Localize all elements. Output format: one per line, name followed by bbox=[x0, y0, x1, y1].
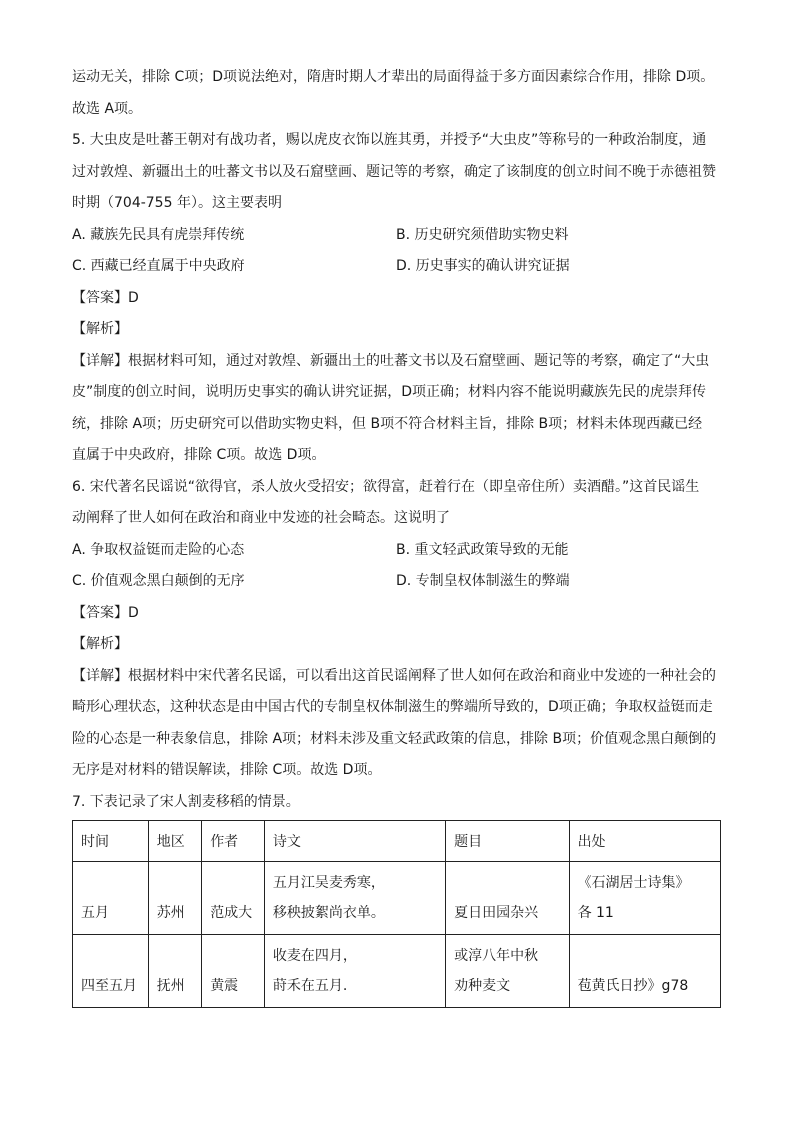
header-title: 题目 bbox=[446, 821, 569, 862]
cell-source: 苞黄氏日抄》g78 bbox=[569, 935, 720, 1008]
analysis-label: 【解析】 bbox=[72, 321, 128, 337]
detail-text: 统，排除 A项；历史研究可以借助实物史料，但 B项不符合材料主旨，排除 B项；材料未体现西藏已经 bbox=[72, 415, 703, 432]
question-6 bbox=[72, 472, 724, 787]
header-source: 出处 bbox=[569, 821, 720, 862]
header-region: 地区 bbox=[148, 821, 201, 862]
option-row bbox=[72, 220, 724, 252]
intro-line: 故选 A项。 bbox=[72, 100, 143, 117]
detail-text: 皮”制度的创立时间，说明历史事实的确认讲究证据，D项正确；材料内容不能说明藏族先民的虎崇拜传 bbox=[72, 384, 707, 400]
cell-author: 黄震 bbox=[202, 935, 265, 1008]
question-stem: 6. 宋代著名民谣说“欲得官，杀人放火受招安；欲得富，赶着行在（即皇帝住所）卖酒醋。”这首民谣生 bbox=[72, 478, 700, 495]
cell-region: 抚州 bbox=[148, 935, 201, 1008]
detail-text: 直属于中央政府，排除 C项。故选 D项。 bbox=[72, 447, 326, 463]
analysis-label: 【解析】 bbox=[72, 636, 128, 652]
intro-line: 运动无关，排除 C项；D项说法绝对，隋唐时期人才辈出的局面得益于多方面因素综合作用，排除 D项。 bbox=[72, 69, 715, 85]
option-c: C. 价值观念黑白颠倒的无序 bbox=[72, 573, 245, 589]
question-stem: 过对敦煌、新疆出土的吐蕃文书以及石窟壁画、题记等的考察，确定了该制度的创立时间不晚于赤德祖赞 bbox=[72, 163, 716, 180]
harvest-table bbox=[72, 820, 721, 1008]
option-row bbox=[72, 535, 724, 567]
option-a: A. 藏族先民具有虎崇拜传统 bbox=[72, 226, 245, 243]
detail-text: 【详解】根据材料中宋代著名民谣，可以看出这首民谣阐释了世人如何在政治和商业中发迹的一种社会的 bbox=[72, 667, 716, 684]
answer-label: 【答案】D bbox=[72, 289, 139, 306]
header-author: 作者 bbox=[202, 821, 265, 862]
option-b: B. 重文轻武政策导致的无能 bbox=[396, 541, 569, 558]
cell-time: 五月 bbox=[73, 862, 149, 935]
table-row bbox=[73, 935, 721, 1008]
cell-poem: 收麦在四月， 莳禾在五月. bbox=[264, 935, 445, 1008]
question-5 bbox=[72, 125, 724, 472]
cell-time: 四至五月 bbox=[73, 935, 149, 1008]
option-row bbox=[72, 566, 724, 598]
header-poem: 诗文 bbox=[264, 821, 445, 862]
option-d: D. 历史事实的确认讲究证据 bbox=[396, 258, 570, 274]
question-stem: 动阐释了世人如何在政治和商业中发迹的社会畸态。这说明了 bbox=[72, 510, 450, 526]
option-c: C. 西藏已经直属于中央政府 bbox=[72, 258, 245, 274]
detail-text: 险的心态是一种表象信息，排除 A项；材料未涉及重文轻武政策的信息，排除 B项；价值观念黑白颠倒的 bbox=[72, 730, 717, 747]
cell-author: 范成大 bbox=[202, 862, 265, 935]
cell-title: 或淳八年中秋 劝种麦文 bbox=[446, 935, 569, 1008]
question-stem: 5. 大虫皮是吐蕃王朝对有战功者，赐以虎皮衣饰以旌其勇，并授予“大虫皮”等称号的一种政治制度，通 bbox=[72, 132, 707, 148]
option-a: A. 争取权益铤而走险的心态 bbox=[72, 541, 245, 558]
header-time: 时间 bbox=[73, 821, 149, 862]
question-7 bbox=[72, 787, 724, 1009]
detail-text: 畸形心理状态，这种状态是由中国古代的专制皇权体制滋生的弊端所导致的，D项正确；争取权益铤而走 bbox=[72, 699, 713, 715]
cell-source: 《石湖居士诗集》 各 11 bbox=[569, 862, 720, 935]
cell-title: 夏日田园杂兴 bbox=[446, 862, 569, 935]
detail-text: 无序是对材料的错误解读，排除 C项。故选 D项。 bbox=[72, 762, 382, 778]
question-stem: 时期（704-755 年）。这主要表明 bbox=[72, 195, 282, 211]
detail-text: 【详解】根据材料可知，通过对敦煌、新疆出土的吐蕃文书以及石窟壁画、题记等的考察，确定了“大虫 bbox=[72, 352, 710, 369]
table-row bbox=[73, 862, 721, 935]
option-b: B. 历史研究须借助实物史料 bbox=[396, 226, 569, 243]
option-row bbox=[72, 251, 724, 283]
cell-poem: 五月江吴麦秀寒， 移秧披絮尚衣单。 bbox=[264, 862, 445, 935]
answer-label: 【答案】D bbox=[72, 604, 139, 621]
document-page bbox=[72, 62, 724, 1008]
cell-region: 苏州 bbox=[148, 862, 201, 935]
table-header-row bbox=[73, 821, 721, 862]
option-d: D. 专制皇权体制滋生的弊端 bbox=[396, 573, 570, 589]
question-stem: 7. 下表记录了宋人割麦移稻的情景。 bbox=[72, 793, 300, 810]
